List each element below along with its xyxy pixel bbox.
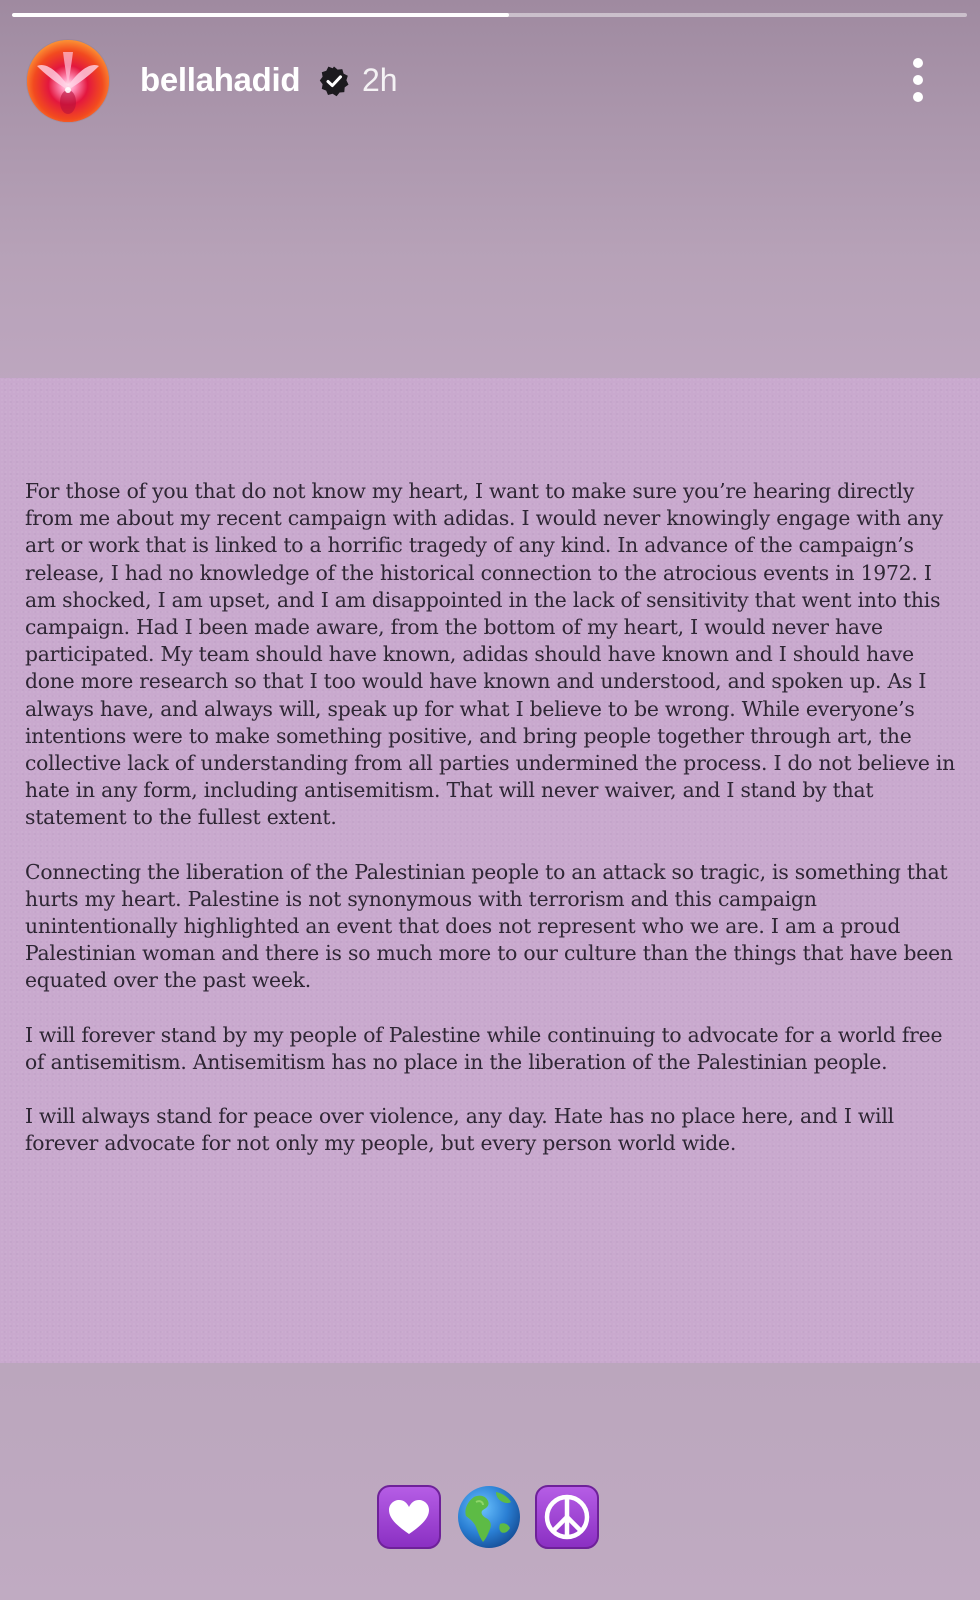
- statement-text: [25, 478, 965, 1184]
- verified-badge-icon: [318, 65, 350, 97]
- avatar-image: [27, 40, 109, 122]
- profile-avatar[interactable]: [27, 40, 109, 122]
- statement-paragraph-2: Connecting the liberation of the Palestinian people to an attack so tragic, is something that hurts my heart. Palestine is not synonymous with terrorism and this campaign unintentionally highlighted an event that does not represent who we are. I am a proud Palestinian woman and there is so much more to our culture than the things that have been equated over the past week.: [25, 859, 953, 993]
- statement-card: [0, 378, 980, 1363]
- statement-paragraph-4: I will always stand for peace over violence, any day. Hate has no place here, and I will forever advocate for not only my people, but every person world wide.: [25, 1104, 894, 1156]
- heart-emoji-icon[interactable]: [376, 1484, 442, 1550]
- username[interactable]: bellahadid: [140, 61, 301, 98]
- post-time: 2h: [362, 62, 398, 98]
- story-progress-bar: [12, 13, 967, 17]
- vertical-ellipsis-icon: [913, 75, 923, 85]
- emoji-stickers: [376, 1484, 606, 1554]
- peace-symbol-emoji-icon[interactable]: [534, 1484, 600, 1550]
- globe-americas-emoji-icon[interactable]: [456, 1484, 522, 1550]
- more-options-button[interactable]: [905, 56, 931, 104]
- story-progress-fill: [12, 13, 509, 17]
- vertical-ellipsis-icon: [913, 58, 923, 68]
- statement-paragraph-1: For those of you that do not know my heart, I want to make sure you’re hearing directly from me about my recent campaign with adidas. I would never knowingly engage with any art or work that is linked to a horrific tragedy of any kind. In advance of the campaign’s release, I had no knowledge of the historical connection to the atrocious events in 1972. I am shocked, I am upset, and I am disappointed in the lack of sensitivity that went into this campaign. Had I been made aware, from the bottom of my heart, I would never have participated. My team should have known, adidas should have known and I should have done more research so that I too would have known and understood, and spoken up. As I always have, and always will, speak up for what I believe to be wrong. While everyone’s intentions were to make something positive, and bring people together through art, the collective lack of understanding from all parties undermined the process. I do not believe in hate in any form, including antisemitism. That will never waiver, and I stand by that statement to the fullest extent.: [25, 479, 956, 830]
- vertical-ellipsis-icon: [913, 92, 923, 102]
- statement-paragraph-3: I will forever stand by my people of Palestine while continuing to advocate for a world free of antisemitism. Antisemitism has no place in the liberation of the Palestinian people.: [25, 1022, 943, 1074]
